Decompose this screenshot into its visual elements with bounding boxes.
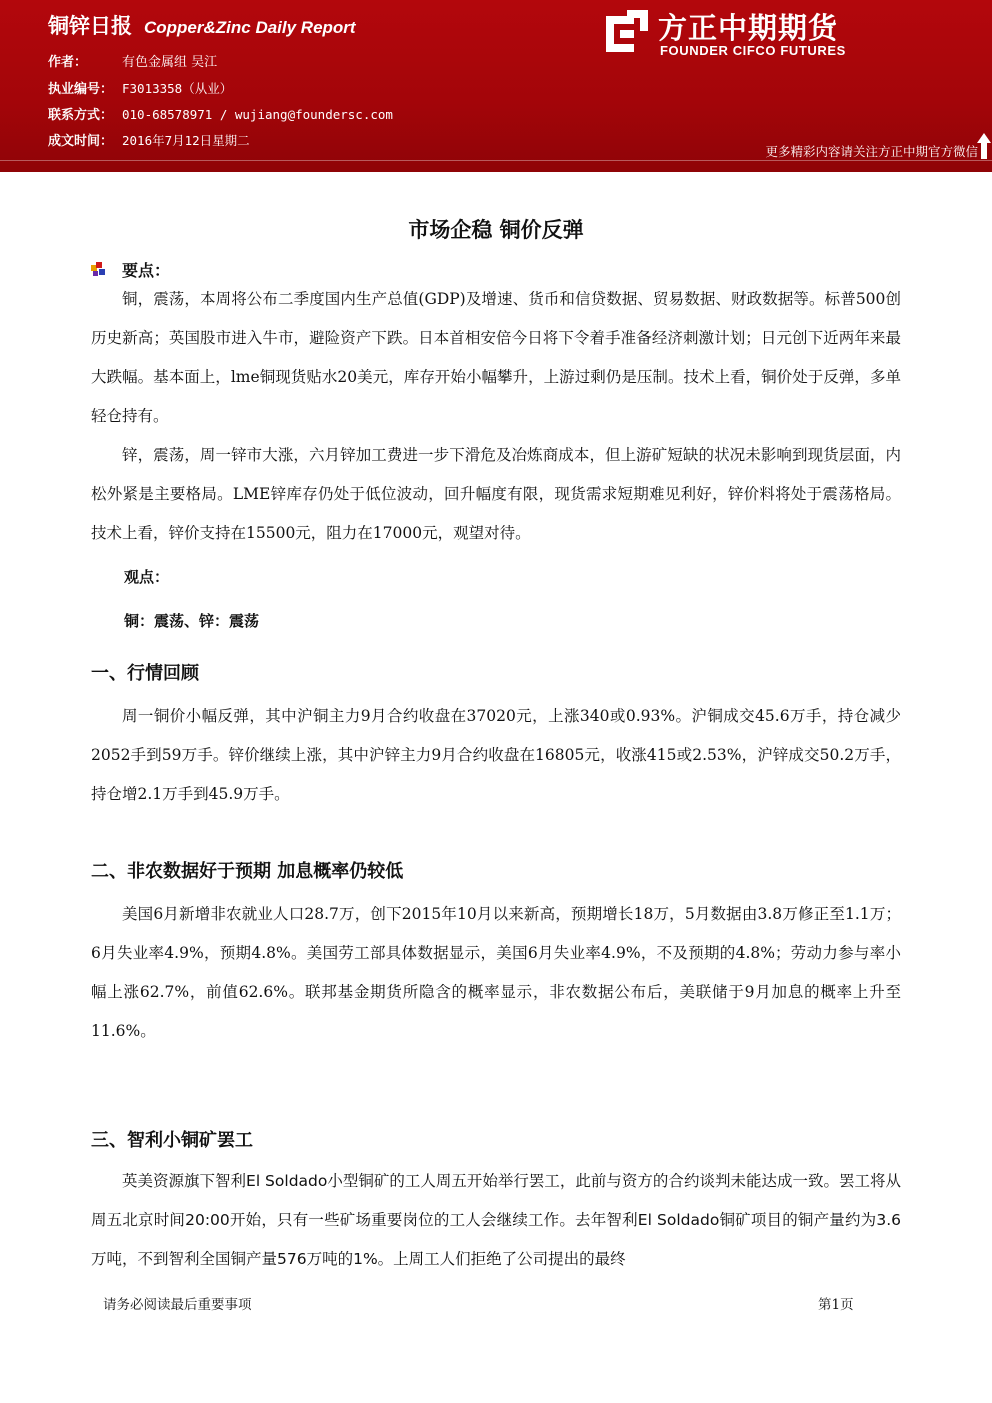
report-header: [0, 0, 992, 172]
up-arrow-icon: [976, 132, 992, 160]
section-heading-review: 一、行情回顾: [91, 663, 199, 684]
key-points-heading: [90, 258, 170, 281]
meta-key: 成文时间：: [48, 134, 114, 149]
logo-text-cn: 方正中期期货: [658, 11, 839, 45]
section-text-nonfarm: 美国6月新增非农就业人口28.7万，创下2015年10月以来新高，预期增长18万，5月数据由3.8万修正至1.1万；6月失业率4.9%，预期4.8%。美国劳工部具体数据显示，美国6月失业率4.9%，不及预期的4.8%；劳动力参与率小幅上涨62.7%，前值62.6%。联邦基金期货所隐含的概率显示，非农数据公布后，美联储于9月加息的概率上升至11.6%。: [91, 905, 901, 1040]
meta-key: 作者：: [48, 55, 88, 70]
meta-key: 联系方式：: [48, 108, 114, 123]
wechat-tip: 更多精彩内容请关注方正中期官方微信: [765, 144, 978, 159]
key-points-label: 要点：: [122, 261, 171, 280]
report-title-en: Copper&Zinc Daily Report: [144, 18, 356, 37]
meta-contact: [48, 107, 393, 124]
footer-notice: 请务必阅读最后重要事项: [103, 1297, 252, 1313]
page-number: 第1页: [818, 1297, 854, 1313]
page-title: 市场企稳 铜价反弹: [408, 218, 584, 242]
meta-value: 010-68578971 / wujiang@foundersc.com: [122, 107, 393, 122]
meta-date: [48, 133, 250, 150]
key-point-zinc: 锌，震荡，周一锌市大涨，六月锌加工费进一步下滑危及冶炼商成本，但上游矿短缺的状况未影响到现货层面，内松外紧是主要格局。LME锌库存仍处于低位波动，回升幅度有限，现货需求短期难见利好，锌价料将处于震荡格局。技术上看，锌价支持在15500元，阻力在17000元，观望对待。: [91, 446, 901, 542]
section-heading-nonfarm: 二、非农数据好于预期 加息概率仍较低: [91, 861, 404, 882]
report-title-cn: 铜锌日报: [48, 14, 132, 38]
logo-text-en: FOUNDER CIFCO FUTURES: [660, 43, 846, 58]
key-point-copper: 铜，震荡，本周将公布二季度国内生产总值(GDP)及增速、货币和信贷数据、贸易数据、财政数据等。标普500创历史新高；英国股市进入牛市，避险资产下跌。日本首相安倍今日将下令着手准备经济刺激计划；日元创下近两年来最大跌幅。基本面上，lme铜现货贴水20美元，库存开始小幅攀升，上游过剩仍是压制。技术上看，铜价处于反弹，多单轻仓持有。: [91, 290, 901, 425]
meta-license: [48, 81, 232, 98]
founder-logo-icon: [604, 8, 650, 54]
meta-value: F3013358（从业）: [122, 81, 233, 96]
meta-value: 2016年7月12日星期二: [122, 133, 250, 148]
section-text-review: 周一铜价小幅反弹，其中沪铜主力9月合约收盘在37020元，上涨340或0.93%。沪铜成交45.6万手，持仓减少2052手到59万手。锌价继续上涨，其中沪锌主力9月合约收盘在16805元，收涨415或2.53%，沪锌成交50.2万手，持仓增2.1万手到45.9万手。: [91, 707, 901, 803]
bullet-icon: [90, 262, 108, 278]
meta-value: 有色金属组 吴江: [122, 55, 218, 70]
view-label: 观点：: [124, 568, 170, 586]
report-title: [48, 10, 356, 40]
meta-author: [48, 55, 217, 71]
company-logo: [604, 6, 864, 58]
meta-key: 执业编号：: [48, 82, 114, 97]
header-divider: [0, 160, 992, 161]
section-heading-chile-strike: 三、智利小铜矿罢工: [91, 1130, 253, 1151]
section-text-chile-strike: 英美资源旗下智利El Soldado小型铜矿的工人周五开始举行罢工，此前与资方的合约谈判未能达成一致。罢工将从周五北京时间20:00开始，只有一些矿场重要岗位的工人会继续工作。去年智利El Soldado铜矿项目的铜产量约为3.6万吨，不到智利全国铜产量576万吨的1%。上周工人们拒绝了公司提出的最终: [91, 1172, 901, 1268]
view-value: 铜：震荡、锌：震荡: [124, 612, 260, 630]
